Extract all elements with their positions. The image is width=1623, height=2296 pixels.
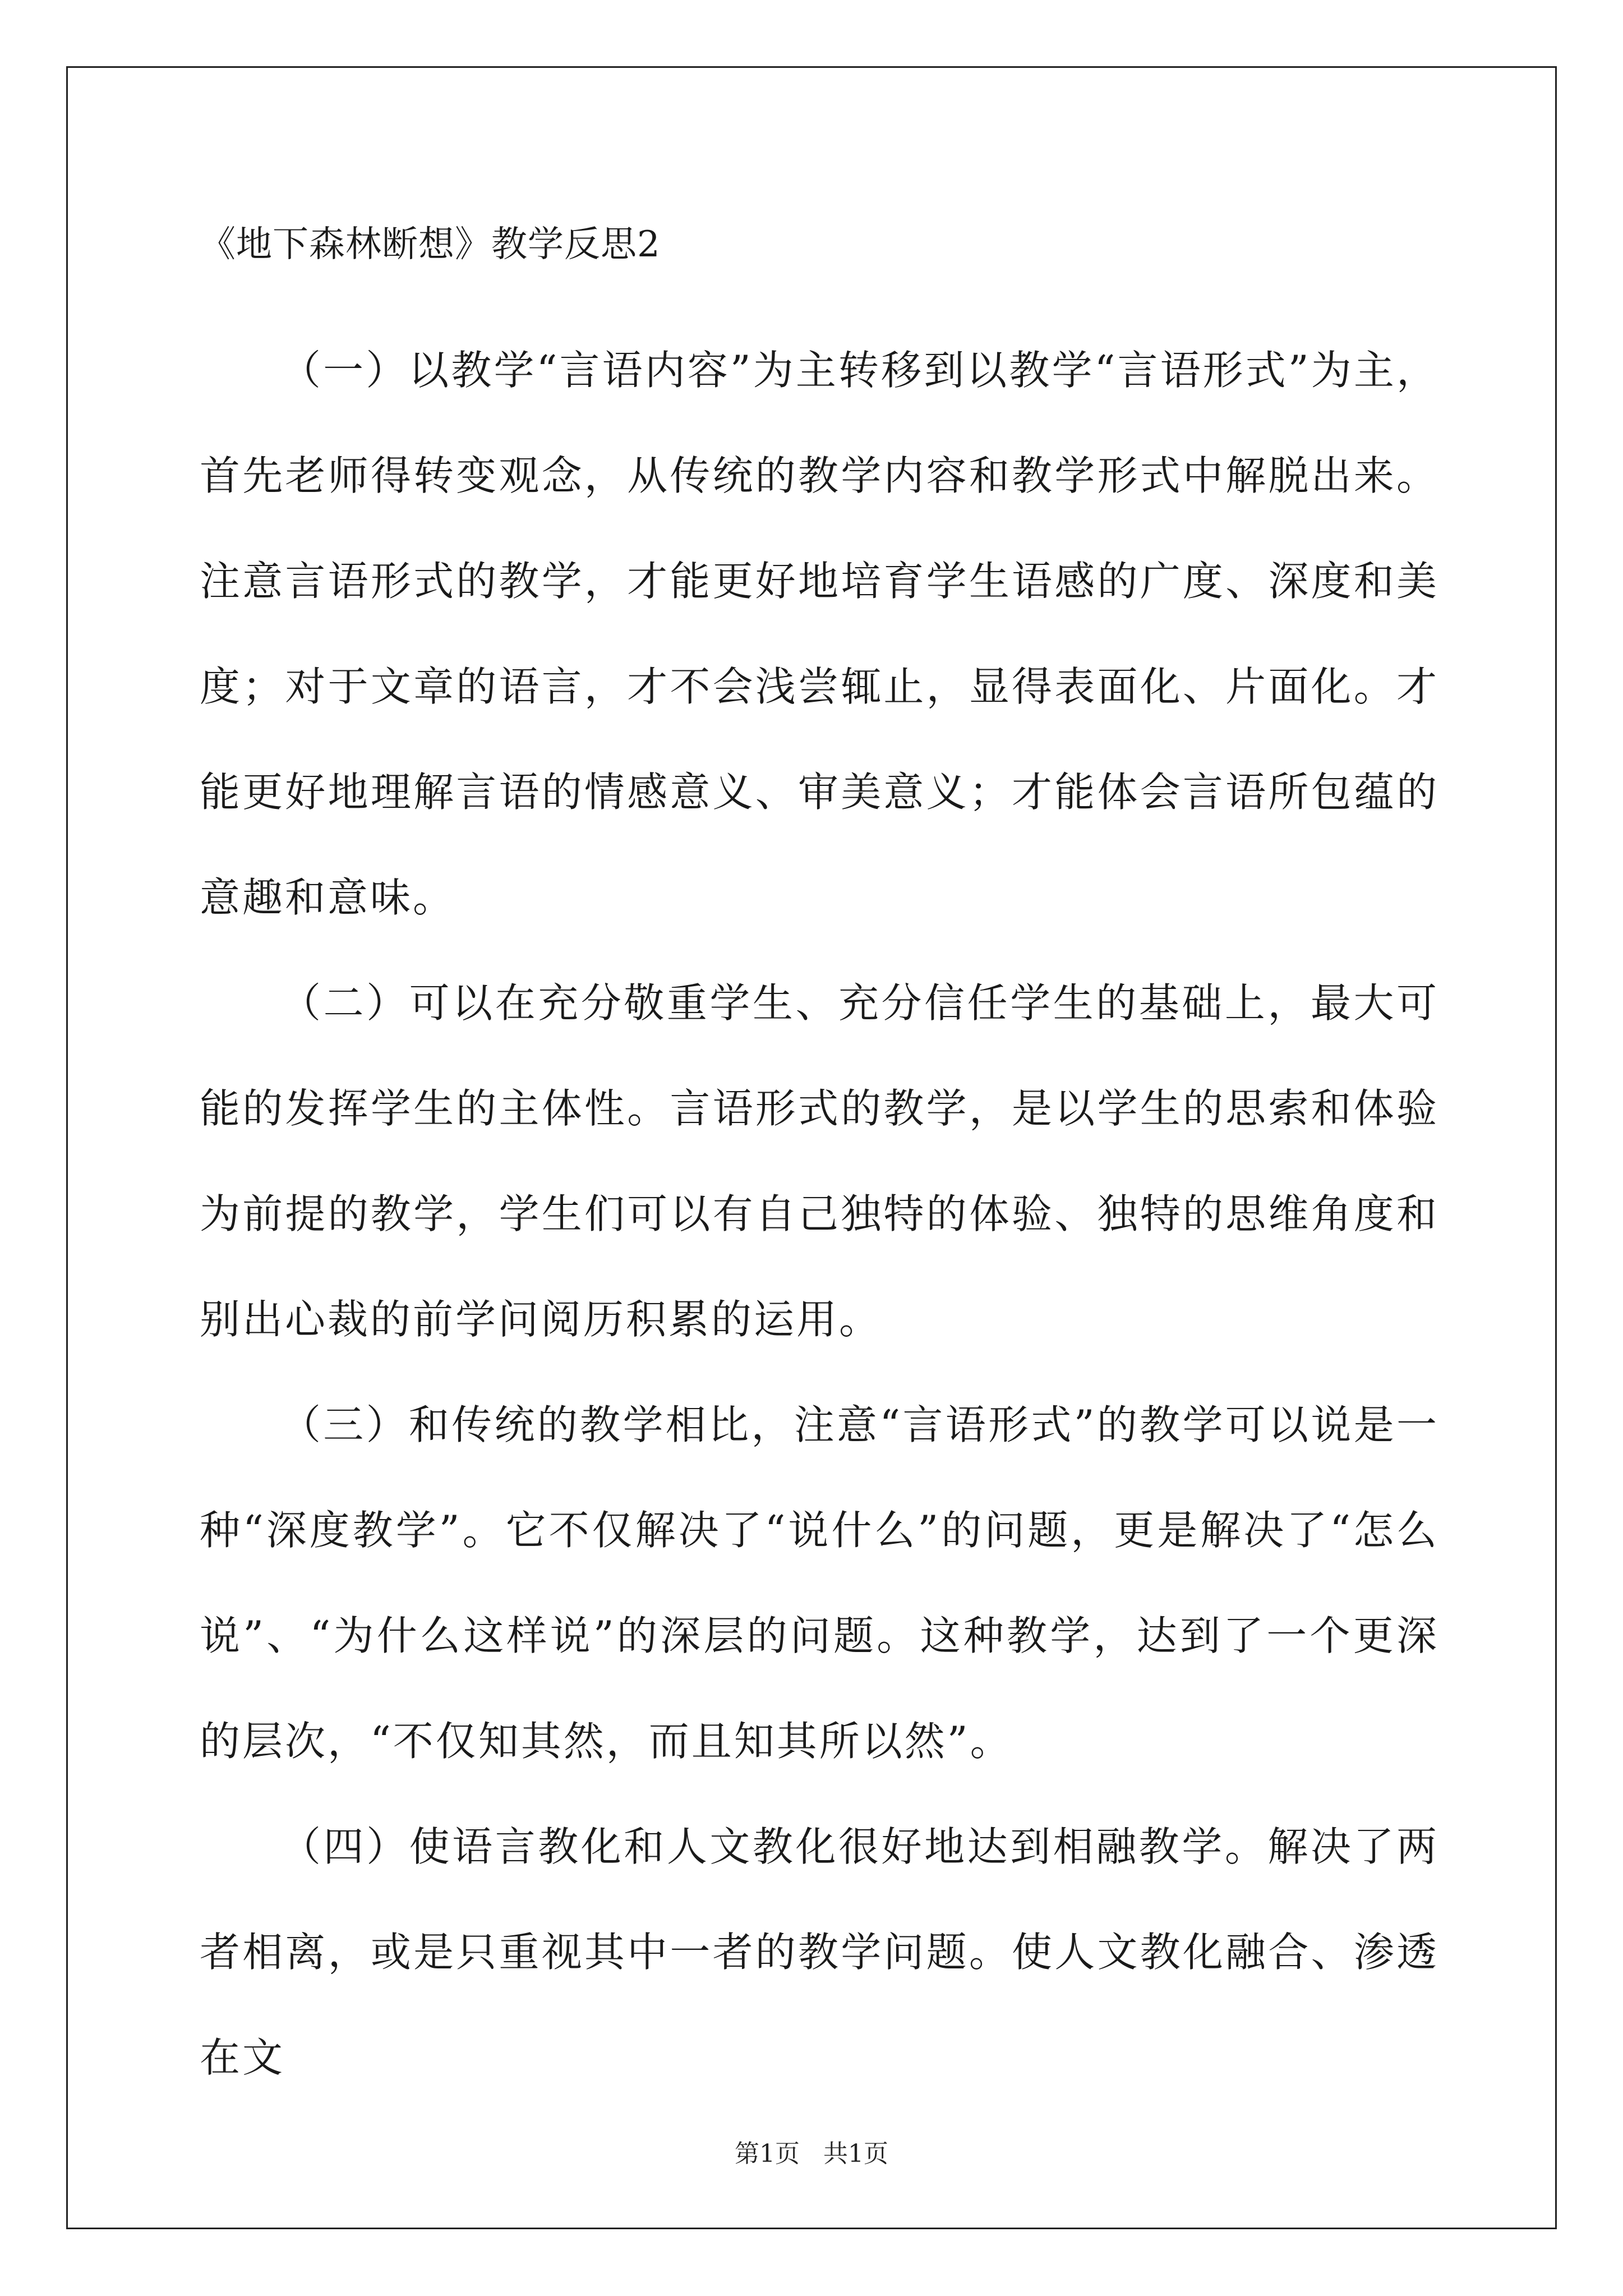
page-total: 共1页 [823, 2139, 888, 2168]
page-footer [0, 2137, 1623, 2171]
paragraph-3: （三）和传统的教学相比，注意“言语形式”的教学可以说是一种“深度教学”。它不仅解决了“说什么”的问题，更是解决了“怎么说”、“为什么这样说”的深层的问题。这种教学，达到了一个更深的层次，“不仅知其然，而且知其所以然”。 [200, 1401, 1439, 1765]
paragraph-2: （二）可以在充分敬重学生、充分信任学生的基础上，最大可能的发挥学生的主体性。言语形式的教学，是以学生的思索和体验为前提的教学，学生们可以有自己独特的体验、独特的思维角度和别出心裁的前学问阅历积累的运用。 [200, 979, 1439, 1343]
page-number: 第1页 [735, 2139, 800, 2168]
document-body [200, 218, 1439, 2110]
paragraph-4: （四）使语言教化和人文教化很好地达到相融教学。解决了两者相离，或是只重视其中一者的教学问题。使人文教化融合、渗透在文 [200, 1823, 1439, 2081]
document-title: 《地下森林断想》教学反思2 [200, 224, 661, 265]
paragraph-1: （一）以教学“言语内容”为主转移到以教学“言语形式”为主，首先老师得转变观念，从传统的教学内容和教学形式中解脱出来。注意言语形式的教学，才能更好地培育学生语感的广度、深度和美度；对于文章的语言，才不会浅尝辄止，显得表面化、片面化。才能更好地理解言语的情感意义、审美意义；才能体会言语所包蕴的意趣和意味。 [200, 347, 1439, 921]
